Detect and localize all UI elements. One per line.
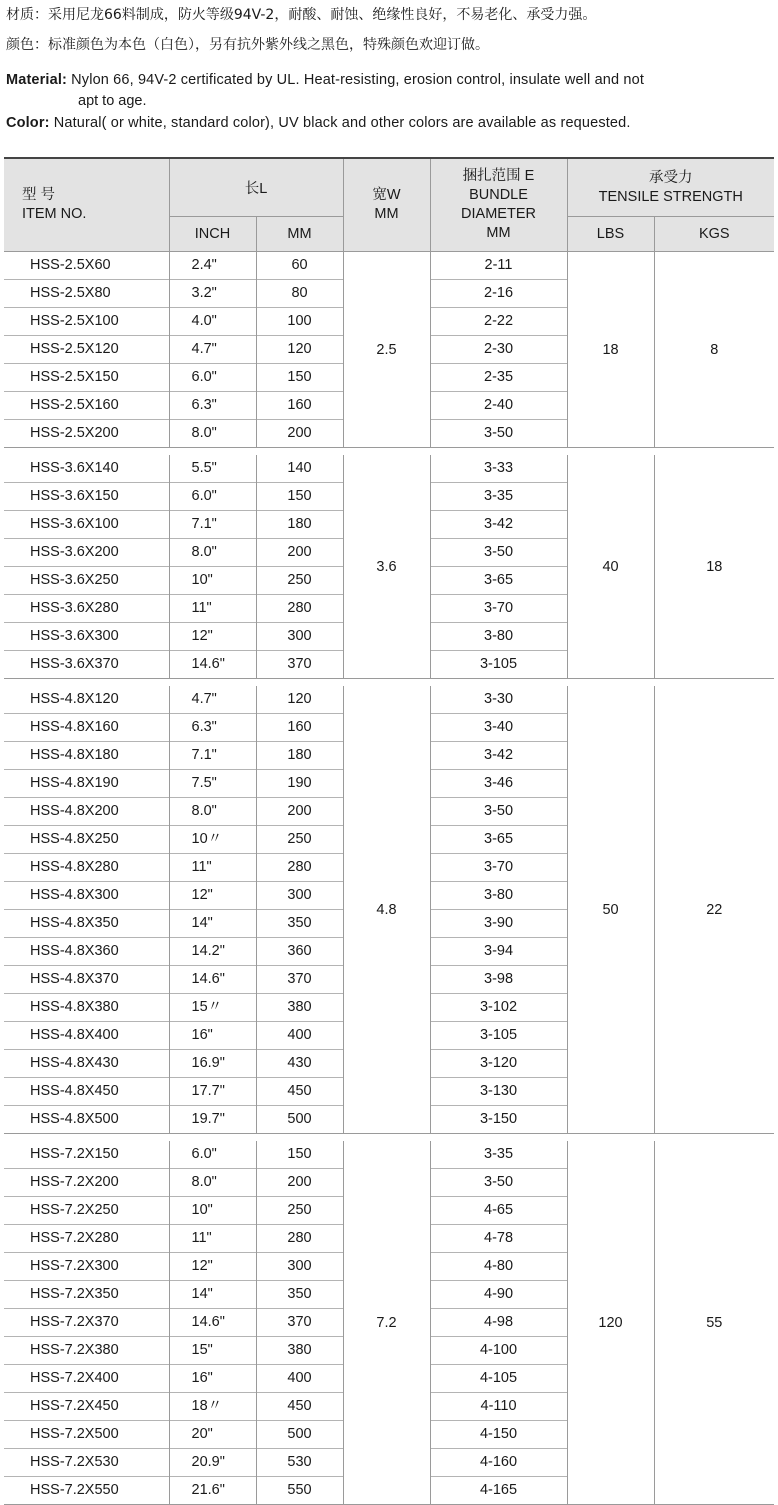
- mm-cell: 350: [256, 910, 343, 938]
- item-no-cell: HSS-7.2X250: [30, 1202, 119, 1218]
- inch-cell: 11": [169, 595, 256, 623]
- group-separator: [4, 679, 774, 687]
- inch-cell: 12": [169, 1253, 256, 1281]
- item-no-cell: HSS-4.8X360: [30, 943, 119, 959]
- mm-cell: 380: [256, 1337, 343, 1365]
- inch-cell: 7.1": [169, 511, 256, 539]
- inch-cell: 18〃: [169, 1393, 256, 1421]
- inch-cell: 20.9": [169, 1449, 256, 1477]
- material-text: Nylon 66, 94V-2 certificated by UL. Heat-resisting, erosion control, insulate well and not: [71, 72, 645, 88]
- header-bundle-unit: MM: [486, 225, 511, 241]
- header-bundle-diameter: [430, 158, 567, 252]
- lbs-cell: 18: [567, 252, 654, 448]
- mm-cell: 100: [256, 308, 343, 336]
- bundle-diameter-cell: 4-165: [430, 1477, 567, 1505]
- bundle-diameter-cell: 3-65: [430, 567, 567, 595]
- bundle-diameter-cell: 4-78: [430, 1225, 567, 1253]
- inch-cell: 14": [169, 910, 256, 938]
- inch-cell: 4.7": [169, 336, 256, 364]
- bundle-diameter-cell: 4-150: [430, 1421, 567, 1449]
- header-inch: INCH: [169, 217, 256, 252]
- bundle-diameter-cell: 2-16: [430, 280, 567, 308]
- item-no-cell: HSS-7.2X300: [30, 1258, 119, 1274]
- mm-cell: 180: [256, 511, 343, 539]
- material-description-en: [6, 70, 644, 90]
- material-description-zh: 材质：采用尼龙66料制成，防火等级94V-2，耐酸、耐蚀、绝缘性良好，不易老化、承受力强。: [6, 7, 597, 23]
- mm-cell: 450: [256, 1393, 343, 1421]
- item-no-cell: HSS-3.6X200: [30, 544, 119, 560]
- inch-cell: 2.4": [169, 252, 256, 280]
- item-no-cell: HSS-7.2X380: [30, 1342, 119, 1358]
- width-cell: 3.6: [343, 455, 430, 679]
- inch-cell: 12": [169, 882, 256, 910]
- inch-cell: 6.3": [169, 714, 256, 742]
- mm-cell: 500: [256, 1106, 343, 1134]
- bundle-diameter-cell: 2-35: [430, 364, 567, 392]
- mm-cell: 430: [256, 1050, 343, 1078]
- mm-cell: 450: [256, 1078, 343, 1106]
- bundle-diameter-cell: 3-70: [430, 595, 567, 623]
- inch-cell: 11": [169, 854, 256, 882]
- group-separator-cell: [4, 679, 774, 687]
- inch-cell: 8.0": [169, 798, 256, 826]
- mm-cell: 370: [256, 1309, 343, 1337]
- item-no-cell: HSS-4.8X380: [30, 999, 119, 1015]
- mm-cell: 300: [256, 623, 343, 651]
- inch-cell: 14": [169, 1281, 256, 1309]
- mm-cell: 160: [256, 392, 343, 420]
- bundle-diameter-cell: 3-80: [430, 882, 567, 910]
- mm-cell: 180: [256, 742, 343, 770]
- mm-cell: 300: [256, 882, 343, 910]
- kgs-cell: 18: [654, 455, 774, 679]
- item-no-cell: HSS-7.2X500: [30, 1426, 119, 1442]
- header-item-zh: 型 号: [22, 187, 56, 203]
- material-label: Material:: [6, 72, 67, 88]
- item-no-cell: HSS-7.2X350: [30, 1286, 119, 1302]
- item-no-cell: HSS-3.6X250: [30, 572, 119, 588]
- inch-cell: 14.2": [169, 938, 256, 966]
- bundle-diameter-cell: 3-50: [430, 539, 567, 567]
- bundle-diameter-cell: 3-90: [430, 910, 567, 938]
- inch-cell: 8.0": [169, 420, 256, 448]
- mm-cell: 120: [256, 336, 343, 364]
- mm-cell: 150: [256, 364, 343, 392]
- inch-cell: 14.6": [169, 966, 256, 994]
- mm-cell: 250: [256, 826, 343, 854]
- mm-cell: 550: [256, 1477, 343, 1505]
- inch-cell: 15": [169, 1337, 256, 1365]
- group-separator: [4, 1134, 774, 1142]
- bundle-diameter-cell: 3-40: [430, 714, 567, 742]
- bundle-diameter-cell: 3-94: [430, 938, 567, 966]
- width-cell: 7.2: [343, 1141, 430, 1505]
- inch-cell: 11": [169, 1225, 256, 1253]
- item-no-cell: HSS-2.5X150: [30, 369, 119, 385]
- item-no-cell: HSS-4.8X400: [30, 1027, 119, 1043]
- header-width-unit: MM: [374, 206, 399, 222]
- bundle-diameter-cell: 3-150: [430, 1106, 567, 1134]
- bundle-diameter-cell: 3-98: [430, 966, 567, 994]
- bundle-diameter-cell: 3-70: [430, 854, 567, 882]
- bundle-diameter-cell: 4-100: [430, 1337, 567, 1365]
- mm-cell: 370: [256, 966, 343, 994]
- kgs-cell: 55: [654, 1141, 774, 1505]
- bundle-diameter-cell: 3-50: [430, 1169, 567, 1197]
- bundle-diameter-cell: 4-65: [430, 1197, 567, 1225]
- item-no-cell: HSS-4.8X120: [30, 691, 119, 707]
- mm-cell: 280: [256, 595, 343, 623]
- header-tensile-strength: [567, 158, 774, 217]
- lbs-cell: 50: [567, 686, 654, 1134]
- bundle-diameter-cell: 3-35: [430, 483, 567, 511]
- mm-cell: 280: [256, 854, 343, 882]
- mm-cell: 400: [256, 1022, 343, 1050]
- inch-cell: 8.0": [169, 1169, 256, 1197]
- inch-cell: 14.6": [169, 651, 256, 679]
- inch-cell: 4.7": [169, 686, 256, 714]
- bundle-diameter-cell: 3-35: [430, 1141, 567, 1169]
- bundle-diameter-cell: 4-110: [430, 1393, 567, 1421]
- bundle-diameter-cell: 3-130: [430, 1078, 567, 1106]
- header-length: 长L: [169, 158, 343, 217]
- inch-cell: 15〃: [169, 994, 256, 1022]
- inch-cell: 6.0": [169, 364, 256, 392]
- mm-cell: 120: [256, 686, 343, 714]
- item-no-cell: HSS-4.8X500: [30, 1111, 119, 1127]
- bundle-diameter-cell: 2-22: [430, 308, 567, 336]
- inch-cell: 21.6": [169, 1477, 256, 1505]
- bundle-diameter-cell: 4-80: [430, 1253, 567, 1281]
- bundle-diameter-cell: 3-30: [430, 686, 567, 714]
- bundle-diameter-cell: 3-33: [430, 455, 567, 483]
- mm-cell: 400: [256, 1365, 343, 1393]
- table-row: [4, 252, 774, 280]
- mm-cell: 250: [256, 567, 343, 595]
- bundle-diameter-cell: 3-80: [430, 623, 567, 651]
- inch-cell: 8.0": [169, 539, 256, 567]
- header-bundle-en2: DIAMETER: [461, 206, 536, 222]
- item-no-cell: HSS-3.6X370: [30, 656, 119, 672]
- bundle-diameter-cell: 3-105: [430, 1022, 567, 1050]
- header-item-no: [4, 158, 169, 252]
- spec-table-header: [4, 158, 774, 252]
- kgs-cell: 22: [654, 686, 774, 1134]
- item-no-cell: HSS-4.8X250: [30, 831, 119, 847]
- bundle-diameter-cell: 2-40: [430, 392, 567, 420]
- inch-cell: 5.5": [169, 455, 256, 483]
- mm-cell: 200: [256, 420, 343, 448]
- inch-cell: 3.2": [169, 280, 256, 308]
- width-cell: 2.5: [343, 252, 430, 448]
- inch-cell: 10": [169, 567, 256, 595]
- bundle-diameter-cell: 3-105: [430, 651, 567, 679]
- item-no-cell: HSS-4.8X190: [30, 775, 119, 791]
- item-no-cell: HSS-7.2X200: [30, 1174, 119, 1190]
- inch-cell: 6.3": [169, 392, 256, 420]
- item-no-cell: HSS-7.2X370: [30, 1314, 119, 1330]
- table-row: [4, 686, 774, 714]
- mm-cell: 150: [256, 1141, 343, 1169]
- mm-cell: 300: [256, 1253, 343, 1281]
- mm-cell: 60: [256, 252, 343, 280]
- item-no-cell: HSS-3.6X100: [30, 516, 119, 532]
- item-no-cell: HSS-7.2X150: [30, 1146, 119, 1162]
- bundle-diameter-cell: 3-42: [430, 511, 567, 539]
- item-no-cell: HSS-4.8X180: [30, 747, 119, 763]
- bundle-diameter-cell: 2-30: [430, 336, 567, 364]
- item-no-cell: HSS-4.8X300: [30, 887, 119, 903]
- table-row: [4, 455, 774, 483]
- item-no-cell: HSS-7.2X550: [30, 1482, 119, 1498]
- lbs-cell: 40: [567, 455, 654, 679]
- item-no-cell: HSS-7.2X450: [30, 1398, 119, 1414]
- item-no-cell: HSS-2.5X100: [30, 313, 119, 329]
- header-bundle-en1: BUNDLE: [469, 187, 528, 203]
- mm-cell: 200: [256, 798, 343, 826]
- mm-cell: 160: [256, 714, 343, 742]
- inch-cell: 16": [169, 1022, 256, 1050]
- color-label: Color:: [6, 115, 50, 131]
- item-no-cell: HSS-7.2X400: [30, 1370, 119, 1386]
- inch-cell: 12": [169, 623, 256, 651]
- header-tensile-en: TENSILE STRENGTH: [598, 188, 743, 205]
- item-no-cell: HSS-4.8X430: [30, 1055, 119, 1071]
- color-description-en: [6, 113, 631, 133]
- mm-cell: 350: [256, 1281, 343, 1309]
- color-description-zh: 颜色：标准颜色为本色（白色），另有抗外紫外线之黑色，特殊颜色欢迎订做。: [6, 37, 489, 53]
- item-no-cell: HSS-2.5X160: [30, 397, 119, 413]
- inch-cell: 14.6": [169, 1309, 256, 1337]
- item-no-cell: HSS-2.5X200: [30, 425, 119, 441]
- inch-cell: 19.7": [169, 1106, 256, 1134]
- bundle-diameter-cell: 4-90: [430, 1281, 567, 1309]
- item-no-cell: HSS-7.2X530: [30, 1454, 119, 1470]
- bundle-diameter-cell: 3-102: [430, 994, 567, 1022]
- table-row: [4, 1141, 774, 1169]
- mm-cell: 360: [256, 938, 343, 966]
- mm-cell: 370: [256, 651, 343, 679]
- mm-cell: 200: [256, 539, 343, 567]
- header-item-en: ITEM NO.: [22, 206, 87, 222]
- item-no-cell: HSS-7.2X280: [30, 1230, 119, 1246]
- inch-cell: 7.1": [169, 742, 256, 770]
- material-text-continued: apt to age.: [78, 93, 147, 109]
- inch-cell: 16.9": [169, 1050, 256, 1078]
- bundle-diameter-cell: 4-98: [430, 1309, 567, 1337]
- header-tensile-zh: 承受力: [649, 169, 693, 186]
- bundle-diameter-cell: 3-50: [430, 798, 567, 826]
- mm-cell: 80: [256, 280, 343, 308]
- item-no-cell: HSS-2.5X80: [30, 285, 111, 301]
- bundle-diameter-cell: 3-65: [430, 826, 567, 854]
- header-lbs: LBS: [567, 217, 654, 252]
- item-no-cell: HSS-4.8X350: [30, 915, 119, 931]
- mm-cell: 140: [256, 455, 343, 483]
- header-width: [343, 158, 430, 252]
- mm-cell: 150: [256, 483, 343, 511]
- group-separator-cell: [4, 1134, 774, 1142]
- kgs-cell: 8: [654, 252, 774, 448]
- bundle-diameter-cell: 2-11: [430, 252, 567, 280]
- item-no-cell: HSS-3.6X300: [30, 628, 119, 644]
- mm-cell: 380: [256, 994, 343, 1022]
- item-no-cell: HSS-4.8X370: [30, 971, 119, 987]
- bundle-diameter-cell: 4-160: [430, 1449, 567, 1477]
- mm-cell: 250: [256, 1197, 343, 1225]
- item-no-cell: HSS-3.6X150: [30, 488, 119, 504]
- mm-cell: 280: [256, 1225, 343, 1253]
- item-no-cell: HSS-4.8X280: [30, 859, 119, 875]
- item-no-cell: HSS-4.8X200: [30, 803, 119, 819]
- mm-cell: 530: [256, 1449, 343, 1477]
- bundle-diameter-cell: 3-50: [430, 420, 567, 448]
- color-text: Natural( or white, standard color), UV black and other colors are available as requested.: [53, 115, 631, 131]
- item-no-cell: HSS-4.8X450: [30, 1083, 119, 1099]
- mm-cell: 500: [256, 1421, 343, 1449]
- bundle-diameter-cell: 3-46: [430, 770, 567, 798]
- header-mm: MM: [256, 217, 343, 252]
- inch-cell: 20": [169, 1421, 256, 1449]
- inch-cell: 10": [169, 1197, 256, 1225]
- bundle-diameter-cell: 3-42: [430, 742, 567, 770]
- width-cell: 4.8: [343, 686, 430, 1134]
- mm-cell: 190: [256, 770, 343, 798]
- mm-cell: 200: [256, 1169, 343, 1197]
- inch-cell: 17.7": [169, 1078, 256, 1106]
- inch-cell: 7.5": [169, 770, 256, 798]
- spec-table: [4, 157, 774, 1505]
- inch-cell: 6.0": [169, 483, 256, 511]
- inch-cell: 16": [169, 1365, 256, 1393]
- header-kgs: KGS: [654, 217, 774, 252]
- inch-cell: 10〃: [169, 826, 256, 854]
- item-no-cell: HSS-2.5X120: [30, 341, 119, 357]
- item-no-cell: HSS-3.6X140: [30, 460, 119, 476]
- item-no-cell: HSS-4.8X160: [30, 719, 119, 735]
- header-bundle-zh: 捆扎范围 E: [462, 168, 535, 184]
- item-no-cell: HSS-3.6X280: [30, 600, 119, 616]
- bundle-diameter-cell: 3-120: [430, 1050, 567, 1078]
- group-separator: [4, 448, 774, 456]
- inch-cell: 4.0": [169, 308, 256, 336]
- group-separator-cell: [4, 448, 774, 456]
- header-width-zh: 宽W: [372, 187, 401, 203]
- lbs-cell: 120: [567, 1141, 654, 1505]
- inch-cell: 6.0": [169, 1141, 256, 1169]
- bundle-diameter-cell: 4-105: [430, 1365, 567, 1393]
- spec-table-body: [4, 252, 774, 1505]
- item-no-cell: HSS-2.5X60: [30, 257, 111, 273]
